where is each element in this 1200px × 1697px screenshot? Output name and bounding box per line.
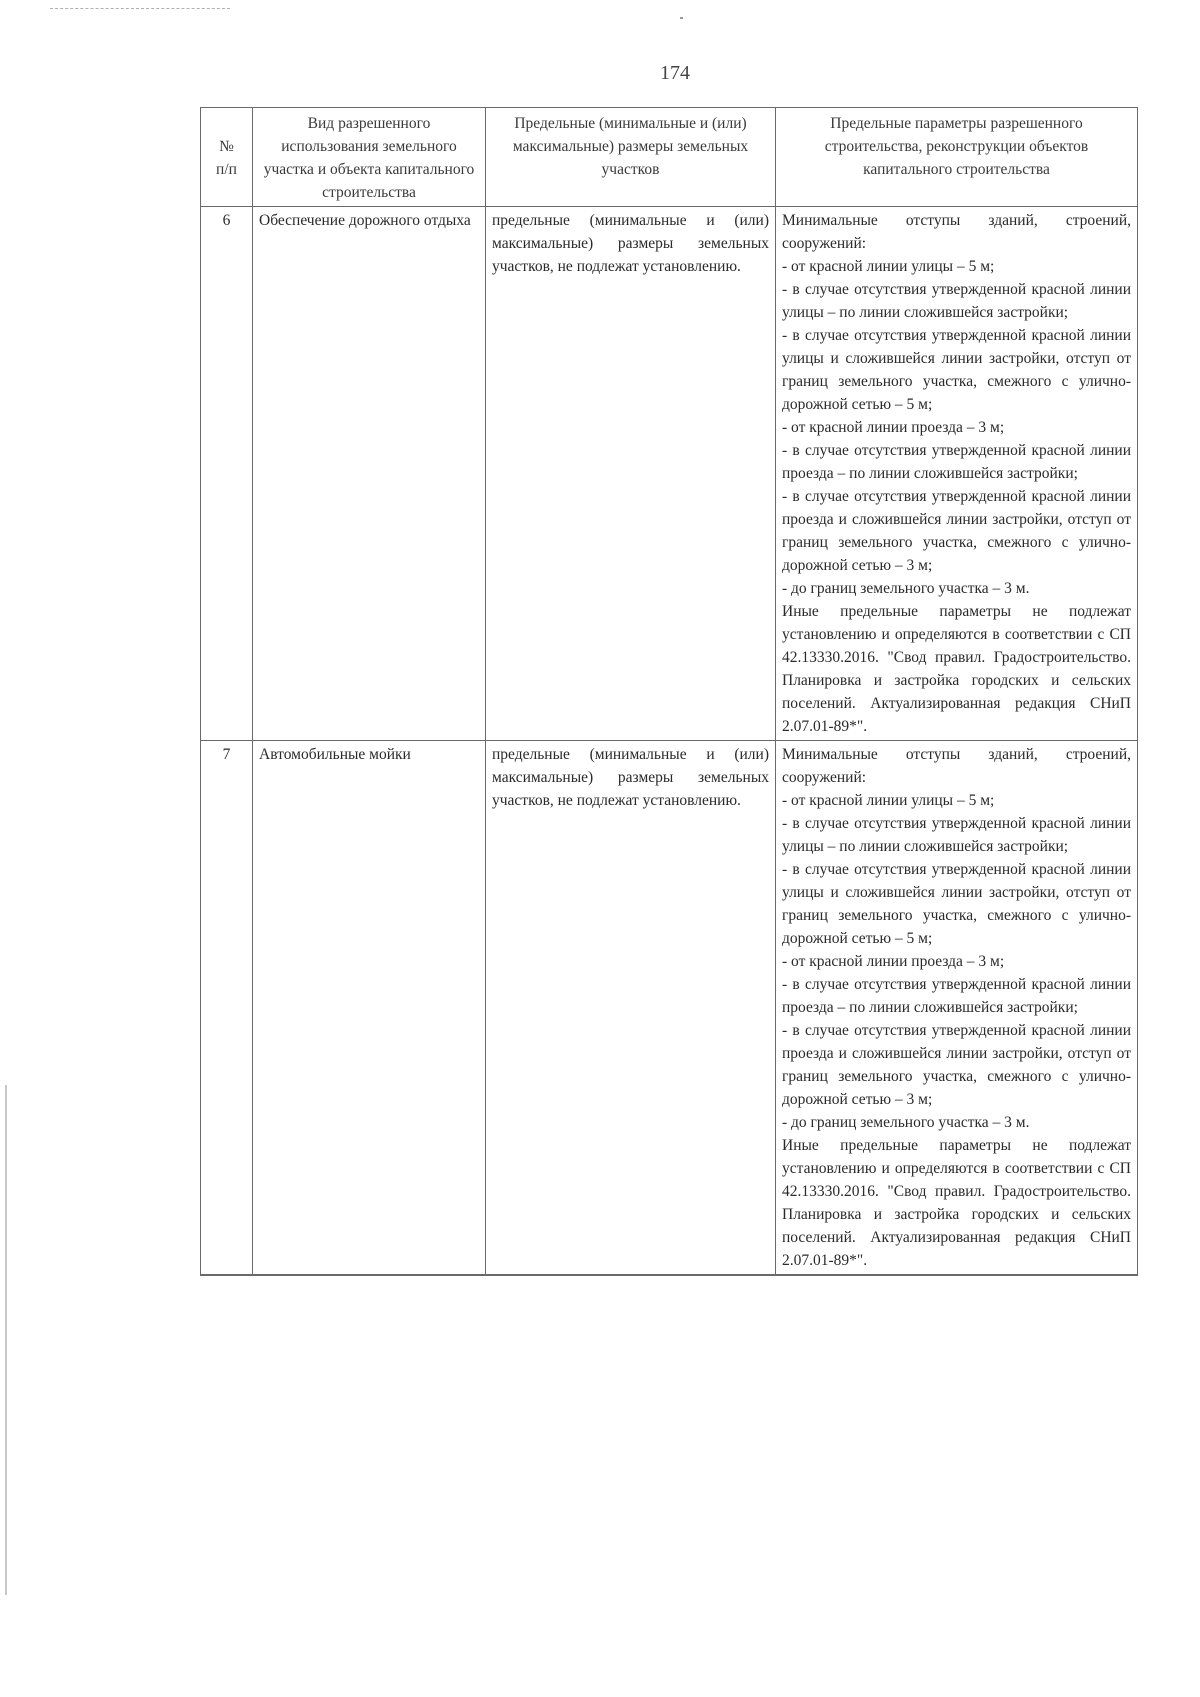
param-line: Минимальные отступы зданий, строений, сооружений: (782, 212, 1131, 252)
table-row (201, 741, 1138, 1276)
row-number: 6 (201, 207, 253, 741)
param-line: - в случае отсутствия утвержденной красной линии проезда и сложившейся линии застройки, отступ от границ земельного участка, смежного с улично-дорожной сетью – 3 м; (782, 1022, 1131, 1108)
param-line: - в случае отсутствия утвержденной красной линии улицы и сложившейся линии застройки, отступ от границ земельного участка, смежного с улично-дорожной сетью – 5 м; (782, 327, 1131, 413)
table-header-row (201, 108, 1138, 207)
param-line: Минимальные отступы зданий, строений, сооружений: (782, 746, 1131, 786)
param-line: - в случае отсутствия утвержденной красной линии проезда и сложившейся линии застройки, отступ от границ земельного участка, смежного с улично-дорожной сетью – 3 м; (782, 488, 1131, 574)
plot-size-cell: предельные (минимальные и (или) максимальные) размеры земельных участков, не подлежат установлению. (486, 207, 776, 741)
header-build-params: Предельные параметры разрешенного строительства, реконструкции объектов капитального строительства (776, 108, 1138, 207)
scan-artifact-top (50, 8, 230, 11)
param-line: - до границ земельного участка – 3 м. (782, 580, 1030, 597)
plot-size-cell: предельные (минимальные и (или) максимальные) размеры земельных участков, не подлежат установлению. (486, 741, 776, 1276)
param-line: - в случае отсутствия утвержденной красной линии улицы – по линии сложившейся застройки; (782, 815, 1131, 855)
param-line: - в случае отсутствия утвержденной красной линии улицы – по линии сложившейся застройки; (782, 281, 1131, 321)
row-number: 7 (201, 741, 253, 1276)
page-number: 174 (660, 62, 690, 84)
param-line: - в случае отсутствия утвержденной красной линии проезда – по линии сложившейся застройки; (782, 976, 1131, 1016)
build-params-cell (776, 207, 1138, 741)
header-use-type: Вид разрешенного использования земельного участка и объекта капитального строительства (253, 108, 486, 207)
param-line: - от красной линии улицы – 5 м; (782, 258, 995, 275)
param-line: - от красной линии улицы – 5 м; (782, 792, 995, 809)
table-row (201, 207, 1138, 741)
build-params-cell (776, 741, 1138, 1276)
header-number: № п/п (201, 108, 253, 207)
param-line: - от красной линии проезда – 3 м; (782, 953, 1005, 970)
param-line: Иные предельные параметры не подлежат установлению и определяются в соответствии с СП 42.13330.2016. "Свод правил. Градостроительство. Планировка и застройка городских и сельских поселений. Актуализированная редакция СНиП 2.07.01-89*". (782, 1137, 1131, 1269)
use-type-cell: Обеспечение дорожного отдыха (253, 207, 486, 741)
use-type-cell: Автомобильные мойки (253, 741, 486, 1276)
scan-artifact-dot (680, 17, 683, 19)
param-line: - до границ земельного участка – 3 м. (782, 1114, 1030, 1131)
regulations-table (200, 107, 1138, 1276)
param-line: Иные предельные параметры не подлежат установлению и определяются в соответствии с СП 42.13330.2016. "Свод правил. Градостроительство. Планировка и застройка городских и сельских поселений. Актуализированная редакция СНиП 2.07.01-89*". (782, 603, 1131, 735)
param-line: - в случае отсутствия утвержденной красной линии улицы и сложившейся линии застройки, отступ от границ земельного участка, смежного с улично-дорожной сетью – 5 м; (782, 861, 1131, 947)
param-line: - от красной линии проезда – 3 м; (782, 419, 1005, 436)
param-line: - в случае отсутствия утвержденной красной линии проезда – по линии сложившейся застройки; (782, 442, 1131, 482)
header-plot-size: Предельные (минимальные и (или) максимальные) размеры земельных участков (486, 108, 776, 207)
scan-artifact-left-line (5, 1085, 7, 1595)
